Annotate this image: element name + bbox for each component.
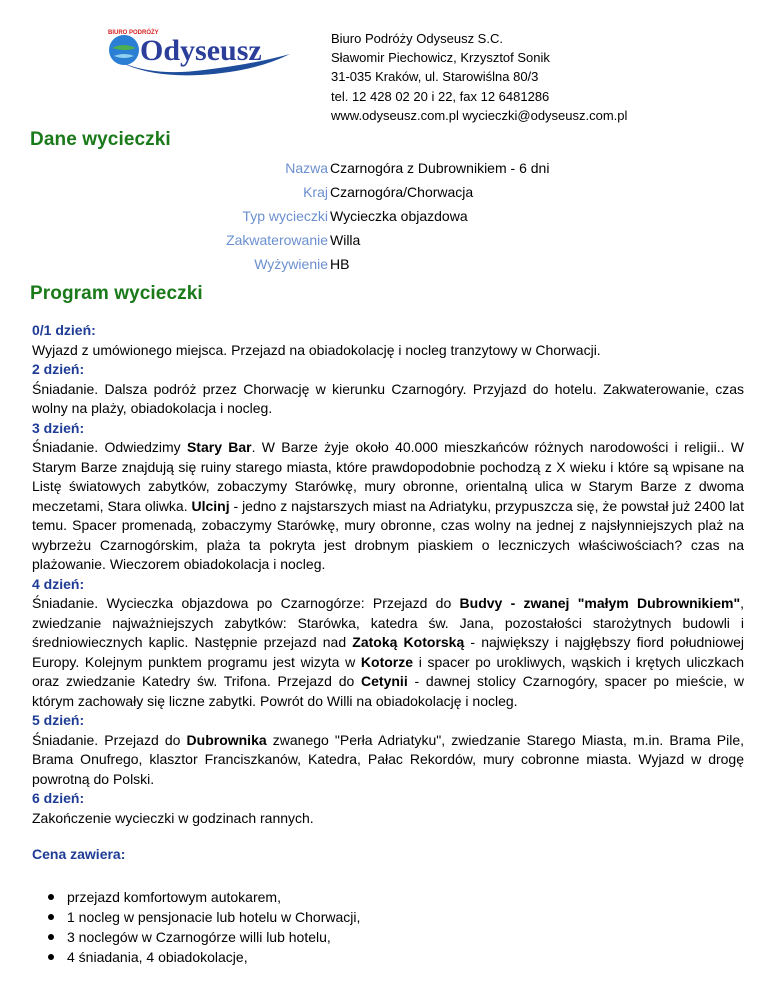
list-item: 1 nocleg w pensjonacie lub hotelu w Chorwacji, xyxy=(67,907,744,927)
day-description xyxy=(32,438,744,575)
highlighted-place: Kotorze xyxy=(360,653,414,670)
highlighted-place: Dubrownika xyxy=(186,731,267,748)
logo-globe xyxy=(109,35,139,65)
highlighted-place: Stary Bar xyxy=(186,439,252,455)
text-segment: i spacer po urokliwych, wąskich i krętych uliczkach oraz zwiedzanie Katedry św. Trifona. Przejazd do xyxy=(32,653,744,689)
text-segment: . W Barze żyje około 40.000 mieszkańców różnych narodowości i religii.. W Starym Barze znajdują się ruiny starego miasta, które prawdopodobnie pochodzą z X wieku i które są wpisane na Listę światowych zabytków, zobaczymy Starówkę, mury obronne, orientalną ulica w Starym Barze z dwoma meczetami, Stara oliwka. xyxy=(32,439,744,514)
logo-brand: Odyseusz xyxy=(140,34,262,67)
day-label: 2 dzień: xyxy=(32,361,85,377)
text-segment: Śniadanie. Przejazd do xyxy=(32,731,187,748)
program-days xyxy=(32,321,744,828)
day-description xyxy=(32,731,744,790)
program-heading: Program wycieczki xyxy=(30,283,203,304)
text-segment: zwanego "Perła Adriatyku", zwiedzanie Starego Miasta, m.in. Brama Pile, Brama Onufrego, klasztor Franciszkanów, Katedra, Pałac Rekordów, mury cobronne miasta. Wyjazd w drogę powrotną do Polski. xyxy=(32,731,744,787)
highlighted-place: Ulcinj xyxy=(191,497,230,514)
detail-label: Zakwaterowanie xyxy=(226,232,328,248)
text-segment: - dawnej stolicy Czarnogóry, spacer po mieście, w którym zachowały się liczne zabytki. Powrót do Willi na obiadokolację i nocleg. xyxy=(32,673,744,709)
text-segment: Zakończenie wycieczki w godzinach rannych. xyxy=(32,809,314,826)
detail-label: Nazwa xyxy=(285,160,328,176)
highlighted-place: Cetynii xyxy=(361,673,408,689)
program-body xyxy=(32,321,744,967)
day-label: 4 dzień: xyxy=(32,575,85,592)
day-description xyxy=(32,380,744,419)
company-web[interactable]: www.odyseusz.com.pl wycieczki@odyseusz.com.pl xyxy=(331,107,628,123)
day-description xyxy=(32,341,744,361)
highlighted-place: Zatoką Kotorską xyxy=(352,634,465,650)
company-owners: Sławomir Piechowicz, Krzysztof Sonik xyxy=(331,50,550,66)
day-label: 3 dzień: xyxy=(32,419,85,436)
day-description xyxy=(32,809,744,829)
details-heading: Dane wycieczki xyxy=(30,129,171,150)
text-segment: Śniadanie. Dalsza podróż przez Chorwację w kierunku Czarnogóry. Przyjazd do hotelu. Zakwaterowanie, czas wolny na plaży, obiadokolacja i nocleg. xyxy=(32,380,744,416)
detail-value: HB xyxy=(330,256,350,272)
detail-value: Czarnogóra z Dubrownikiem - 6 dni xyxy=(330,160,550,176)
detail-label: Kraj xyxy=(303,184,328,200)
text-segment: Śniadanie. Odwiedzimy xyxy=(32,439,187,455)
list-item: 3 noclegów w Czarnogórze willi lub hotelu, xyxy=(67,927,744,947)
list-item: 4 śniadania, 4 obiadokolacje, xyxy=(67,947,744,967)
logo-small-text: BIURO PODRÓŻY xyxy=(108,30,159,36)
company-address: 31-035 Kraków, ul. Starowiślna 80/3 xyxy=(331,69,539,85)
text-segment: - największy i najgłębszy fiord południowej Europy. Kolejnym punktem programu jest wizyta w xyxy=(32,634,744,670)
company-phone: tel. 12 428 02 20 i 22, fax 12 6481286 xyxy=(331,88,550,104)
list-item: przejazd komfortowym autokarem, xyxy=(67,887,744,907)
includes-list xyxy=(32,887,744,967)
day-label: 5 dzień: xyxy=(32,712,85,728)
company-info xyxy=(331,29,627,125)
detail-value: Willa xyxy=(330,232,361,248)
detail-label: Wyżywienie xyxy=(254,256,328,272)
text-segment: , zwiedzanie najważniejszych zabytków: Starówka, katedra św. Jana, pozostałości starożytnych budowli i średniowiecznych kaplic. Następnie przejazd nad xyxy=(32,595,745,650)
text-segment: Śniadanie. Wycieczka objazdowa po Czarnogórze: Przejazd do xyxy=(32,595,460,611)
includes-heading: Cena zawiera: xyxy=(32,846,126,862)
highlighted-place: Budvy - zwanej "małym Dubrownikiem" xyxy=(459,595,741,611)
detail-value: Wycieczka objazdowa xyxy=(330,208,468,224)
text-segment: Wyjazd z umówionego miejsca. Przejazd na obiadokolację i nocleg tranzytowy w Chorwacji. xyxy=(32,341,601,358)
day-label: 0/1 dzień: xyxy=(32,322,96,338)
detail-value: Czarnogóra/Chorwacja xyxy=(330,184,474,200)
odyseusz-logo xyxy=(104,26,294,76)
day-description xyxy=(32,594,744,711)
text-segment: - jedno z najstarszych miast na Adriatyku, przypuszcza się, że powstał już 2400 lat temu. Spacer promenadą, zobaczymy Starówkę, mury obronne, czas wolny na jednej z najsłynniejszych plaż na wybrzeżu Czarnogórskim, plaża ta pokryta jest drobnym piaskiem o leczniczych właściwościach? czas na plażowanie. Wieczorem obiadokolacja i nocleg. xyxy=(32,497,744,572)
detail-label: Typ wycieczki xyxy=(242,208,328,224)
company-name: Biuro Podróży Odyseusz S.C. xyxy=(331,31,503,46)
day-label: 6 dzień: xyxy=(32,790,85,806)
